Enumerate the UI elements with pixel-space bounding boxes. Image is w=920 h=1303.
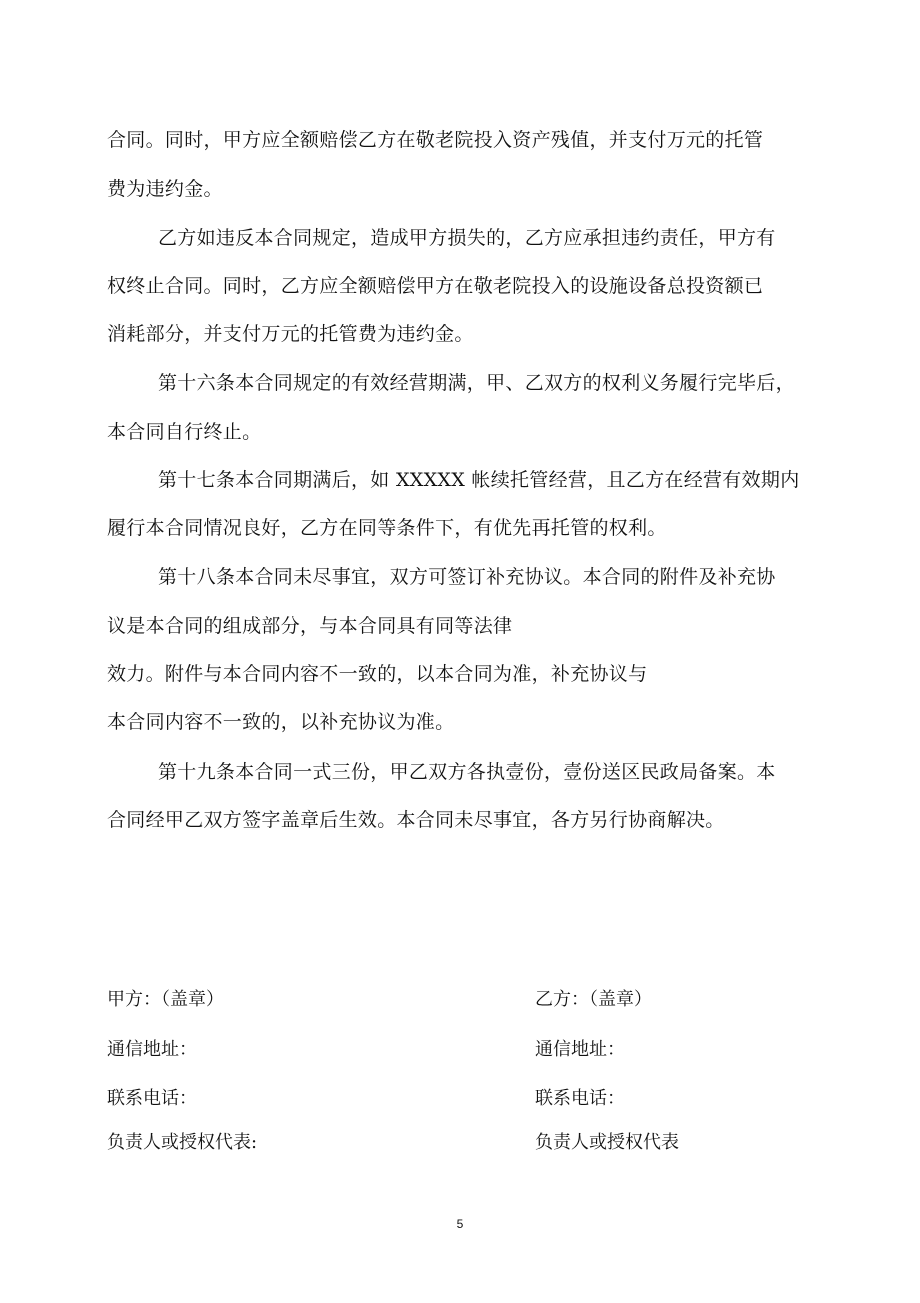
body-line: 议是本合同的组成部分，与本合同具有同等法律 — [107, 615, 513, 637]
body-line: 效力。附件与本合同内容不一致的，以本合同为准，补充协议与 — [107, 663, 648, 685]
body-line: 费为违约金。 — [107, 178, 223, 200]
body-line: 合同经甲乙双方签字盖章后生效。本合同未尽事宜，各方另行协商解决。 — [107, 809, 725, 831]
body-line: 第十七条本合同期满后，如 XXXXX 帐续托管经营，且乙方在经营有效期内 — [158, 469, 800, 491]
party-a-address: 通信地址： — [107, 1039, 197, 1060]
party-a-phone: 联系电话： — [107, 1088, 197, 1109]
party-b-address: 通信地址： — [535, 1039, 625, 1060]
body-line: 履行本合同情况良好，乙方在同等条件下，有优先再托管的权利。 — [107, 517, 667, 539]
party-b-seal: 乙方：（盖章） — [535, 989, 652, 1010]
body-line: 第十六条本合同规定的有效经营期满，甲、乙双方的权利义务履行完毕后， — [158, 372, 795, 394]
body-line: 第十九条本合同一式三份，甲乙双方各执壹份，壹份送区民政局备案。本 — [158, 761, 776, 783]
page-number: 5 — [456, 1217, 464, 1231]
body-line: 权终止合同。同时，乙方应全额赔偿甲方在敬老院投入的设施设备总投资额已 — [107, 275, 764, 297]
body-line: 乙方如违反本合同规定，造成甲方损失的，乙方应承担违约责任，甲方有 — [158, 227, 776, 249]
party-b-representative: 负责人或授权代表 — [535, 1132, 679, 1153]
party-a-representative: 负责人或授权代表: — [107, 1132, 258, 1153]
party-a-seal: 甲方：（盖章） — [107, 989, 224, 1010]
body-line: 本合同自行终止。 — [107, 421, 262, 443]
party-b-phone: 联系电话： — [535, 1088, 625, 1109]
body-line: 合同。同时，甲方应全额赔偿乙方在敬老院投入资产残值，并支付万元的托管 — [107, 129, 764, 151]
body-line: 本合同内容不一致的，以补充协议为准。 — [107, 711, 455, 733]
body-line: 第十八条本合同未尽事宜，双方可签订补充协议。本合同的附件及补充协 — [158, 566, 776, 588]
body-line: 消耗部分，并支付万元的托管费为违约金。 — [107, 323, 474, 345]
